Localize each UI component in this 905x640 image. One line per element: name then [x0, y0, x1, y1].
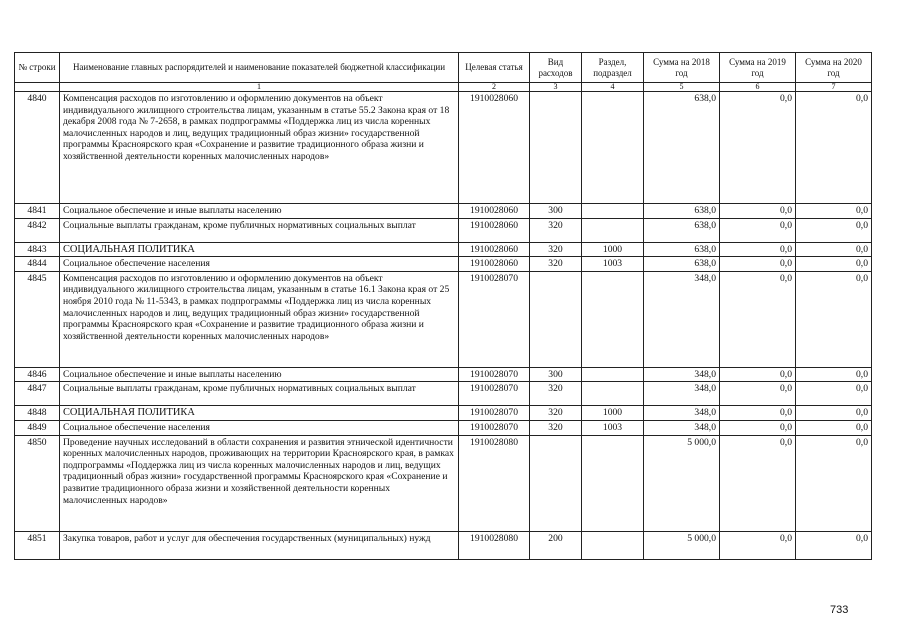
row-vid: 320	[530, 257, 582, 272]
row-razdel	[582, 218, 644, 242]
row-number: 4845	[15, 271, 60, 367]
row-sum-2020: 0,0	[796, 435, 872, 531]
table-row	[15, 218, 872, 242]
row-razdel: 1000	[582, 406, 644, 421]
row-vid	[530, 271, 582, 367]
row-sum-2020: 0,0	[796, 271, 872, 367]
row-target: 1910028060	[459, 204, 530, 219]
table-row	[15, 531, 872, 559]
row-sum-2018: 348,0	[644, 271, 720, 367]
row-number: 4847	[15, 382, 60, 406]
row-sum-2020: 0,0	[796, 420, 872, 435]
row-sum-2020: 0,0	[796, 367, 872, 382]
row-number: 4851	[15, 531, 60, 559]
row-number: 4849	[15, 420, 60, 435]
table-row	[15, 382, 872, 406]
row-vid: 320	[530, 218, 582, 242]
row-number: 4841	[15, 204, 60, 219]
row-number: 4844	[15, 257, 60, 272]
row-razdel	[582, 531, 644, 559]
row-number: 4846	[15, 367, 60, 382]
header-vid: Вид расходов	[530, 53, 582, 83]
row-sum-2018: 348,0	[644, 420, 720, 435]
row-razdel	[582, 271, 644, 367]
row-sum-2019: 0,0	[720, 435, 796, 531]
row-number: 4840	[15, 92, 60, 204]
table-row	[15, 367, 872, 382]
row-number: 4848	[15, 406, 60, 421]
table-row	[15, 420, 872, 435]
row-target: 1910028070	[459, 271, 530, 367]
row-razdel	[582, 204, 644, 219]
row-name: СОЦИАЛЬНАЯ ПОЛИТИКА	[60, 242, 459, 257]
row-target: 1910028060	[459, 218, 530, 242]
row-sum-2019: 0,0	[720, 204, 796, 219]
table-row	[15, 92, 872, 204]
row-sum-2018: 5 000,0	[644, 435, 720, 531]
row-sum-2019: 0,0	[720, 92, 796, 204]
row-target: 1910028070	[459, 420, 530, 435]
row-sum-2018: 348,0	[644, 406, 720, 421]
row-target: 1910028080	[459, 435, 530, 531]
row-number: 4850	[15, 435, 60, 531]
row-sum-2018: 638,0	[644, 204, 720, 219]
row-razdel: 1000	[582, 242, 644, 257]
row-sum-2018: 638,0	[644, 242, 720, 257]
header-row	[15, 53, 872, 83]
row-name: Социальное обеспечение и иные выплаты населению	[60, 204, 459, 219]
row-sum-2020: 0,0	[796, 242, 872, 257]
row-number: 4842	[15, 218, 60, 242]
row-sum-2019: 0,0	[720, 242, 796, 257]
column-number: 4	[582, 83, 644, 92]
row-razdel: 1003	[582, 257, 644, 272]
row-vid: 320	[530, 242, 582, 257]
table-row	[15, 435, 872, 531]
row-sum-2019: 0,0	[720, 257, 796, 272]
row-target: 1910028060	[459, 92, 530, 204]
column-number: 5	[644, 83, 720, 92]
row-name: Социальные выплаты гражданам, кроме публичных нормативных социальных выплат	[60, 218, 459, 242]
row-sum-2019: 0,0	[720, 382, 796, 406]
column-number: 7	[796, 83, 872, 92]
header-row-no: № строки	[15, 53, 60, 83]
row-sum-2018: 638,0	[644, 92, 720, 204]
table-row	[15, 242, 872, 257]
row-sum-2019: 0,0	[720, 406, 796, 421]
column-number: 2	[459, 83, 530, 92]
row-target: 1910028060	[459, 257, 530, 272]
row-razdel	[582, 435, 644, 531]
row-razdel	[582, 367, 644, 382]
row-sum-2019: 0,0	[720, 271, 796, 367]
header-sum-2020: Сумма на 2020 год	[796, 53, 872, 83]
table-row	[15, 204, 872, 219]
row-name: Социальные выплаты гражданам, кроме публичных нормативных социальных выплат	[60, 382, 459, 406]
row-vid: 320	[530, 420, 582, 435]
column-number: 1	[60, 83, 459, 92]
row-sum-2020: 0,0	[796, 531, 872, 559]
column-number: 6	[720, 83, 796, 92]
row-name: Компенсация расходов по изготовлению и оформлению документов на объект индивидуального жилищного строительства лицам, указанным в статье 16.1 Закона края от 25 ноября 2010 года № 11-5343, в рамках подпрограммы «Поддержка лиц из числа коренных малочисленных народов и лиц, ведущих традиционный образ жизни» государственной программы Красноярского края «Сохранение и развитие традиционного образа жизни и хозяйственной деятельности коренных малочисленных народов»	[60, 271, 459, 367]
row-vid	[530, 435, 582, 531]
row-target: 1910028060	[459, 242, 530, 257]
budget-table-page	[14, 52, 872, 560]
row-name: СОЦИАЛЬНАЯ ПОЛИТИКА	[60, 406, 459, 421]
row-sum-2019: 0,0	[720, 367, 796, 382]
row-sum-2019: 0,0	[720, 218, 796, 242]
row-sum-2020: 0,0	[796, 257, 872, 272]
row-name: Закупка товаров, работ и услуг для обеспечения государственных (муниципальных) нужд	[60, 531, 459, 559]
row-sum-2018: 638,0	[644, 257, 720, 272]
row-target: 1910028080	[459, 531, 530, 559]
row-number: 4843	[15, 242, 60, 257]
header-sum-2018: Сумма на 2018 год	[644, 53, 720, 83]
row-sum-2018: 348,0	[644, 367, 720, 382]
header-name: Наименование главных распорядителей и наименование показателей бюджетной классификации	[60, 53, 459, 83]
header-sum-2019: Сумма на 2019 год	[720, 53, 796, 83]
column-number: 3	[530, 83, 582, 92]
column-number	[15, 83, 60, 92]
row-sum-2018: 5 000,0	[644, 531, 720, 559]
page-number: 733	[830, 604, 849, 616]
header-target: Целевая статья	[459, 53, 530, 83]
row-sum-2020: 0,0	[796, 218, 872, 242]
row-target: 1910028070	[459, 406, 530, 421]
row-razdel	[582, 92, 644, 204]
row-sum-2020: 0,0	[796, 92, 872, 204]
row-vid: 320	[530, 406, 582, 421]
row-sum-2019: 0,0	[720, 531, 796, 559]
row-vid: 320	[530, 382, 582, 406]
row-name: Социальное обеспечение населения	[60, 420, 459, 435]
row-vid: 200	[530, 531, 582, 559]
row-vid	[530, 92, 582, 204]
row-name: Проведение научных исследований в области сохранения и развития этнической идентичности коренных малочисленных народов, проживающих на территории Красноярского края, в рамках подпрограммы «Поддержка лиц из числа коренных малочисленных народов и лиц, ведущих традиционный образ жизни» государственной программы Красноярского края «Сохранение и развитие традиционного образа жизни и хозяйственной деятельности коренных малочисленных народов»	[60, 435, 459, 531]
row-sum-2018: 638,0	[644, 218, 720, 242]
row-razdel	[582, 382, 644, 406]
row-sum-2019: 0,0	[720, 420, 796, 435]
row-name: Социальное обеспечение населения	[60, 257, 459, 272]
row-sum-2018: 348,0	[644, 382, 720, 406]
row-sum-2020: 0,0	[796, 382, 872, 406]
row-vid: 300	[530, 367, 582, 382]
row-target: 1910028070	[459, 367, 530, 382]
row-name: Социальное обеспечение и иные выплаты населению	[60, 367, 459, 382]
column-number-row	[15, 83, 872, 92]
row-sum-2020: 0,0	[796, 204, 872, 219]
row-sum-2020: 0,0	[796, 406, 872, 421]
table-row	[15, 406, 872, 421]
row-name: Компенсация расходов по изготовлению и оформлению документов на объект индивидуального жилищного строительства лицам, указанным в статье 55.2 Закона края от 18 декабря 2008 года № 7-2658, в рамках подпрограммы «Поддержка лиц из числа коренных малочисленных народов и лиц, ведущих традиционный образ жизни» государственной программы Красноярского края «Сохранение и развитие традиционного образа жизни и хозяйственной деятельности коренных малочисленных народов»	[60, 92, 459, 204]
row-target: 1910028070	[459, 382, 530, 406]
row-razdel: 1003	[582, 420, 644, 435]
table-row	[15, 271, 872, 367]
table-row	[15, 257, 872, 272]
row-vid: 300	[530, 204, 582, 219]
budget-table	[14, 52, 872, 560]
header-razdel: Раздел, подраздел	[582, 53, 644, 83]
